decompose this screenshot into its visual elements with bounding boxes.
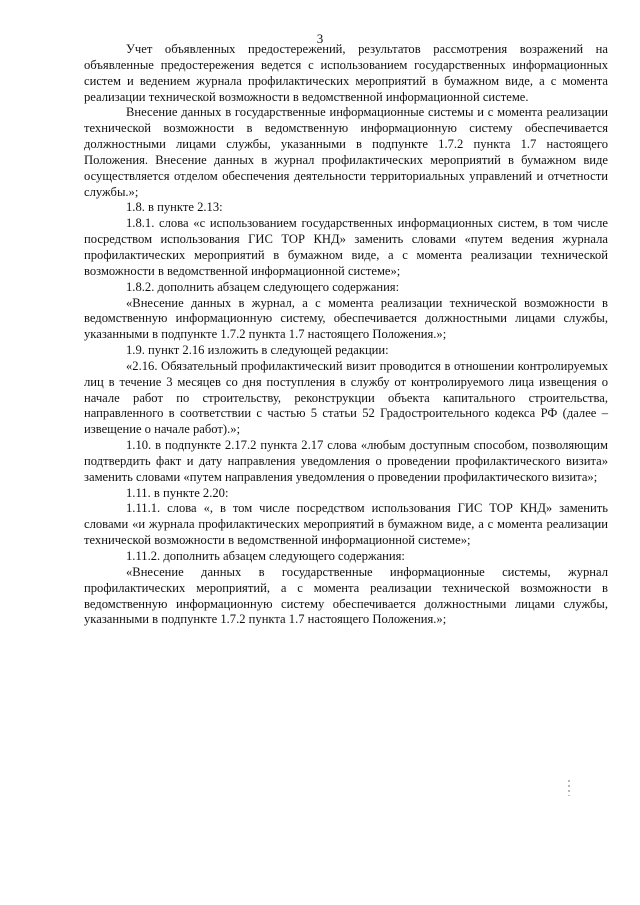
paragraph: 1.9. пункт 2.16 изложить в следующей редакции:: [126, 343, 389, 358]
paragraph: Внесение данных в государственные информационные системы и с момента реализации технической возможности в ведомственную информационную систему обеспечивается должностными лицами службы, указанными в подпункте 1.7.2 пункта 1.7 настоящего Положения. Внесение данных в журнал профилактических мероприятий в бумажном виде осуществляется отделом обеспечения деятельности территориальных управлений и отчетности службы.»;: [84, 105, 608, 199]
paragraph: 1.8.1. слова «с использованием государственных информационных систем, в том числе посредством использования ГИС ТОР КНД» заменить словами «путем ведения журнала профилактических мероприятий в бумажном виде, а с момента реализации технической возможности в ведомственной информационной системе»;: [84, 216, 608, 278]
paragraph: 1.11.1. слова «, в том числе посредством использования ГИС ТОР КНД» заменить словами «и журнала профилактических мероприятий в бумажном виде, а с момента реализации технической возможности в ведомственной информационной системе»;: [84, 501, 608, 548]
paragraph: 1.10. в подпункте 2.17.2 пункта 2.17 слова «любым доступным способом, позволяющим подтвердить факт и дату направления уведомления о проведении профилактического визита» заменить словами «путем направления уведомления о проведении профилактического визита»;: [84, 438, 608, 484]
paragraph: 1.11. в пункте 2.20:: [126, 485, 229, 500]
page-number: 3: [316, 31, 324, 46]
paragraph: «Внесение данных в государственные информационные системы, журнал профилактических мероприятий, а с момента реализации технической возможности в ведомственную информационную систему обеспечивается должностными лицами службы, указанными в подпункте 1.7.2 пункта 1.7 настоящего Положения.»;: [84, 564, 608, 627]
paragraph: «2.16. Обязательный профилактический визит проводится в отношении контролируемых лиц в течение 3 месяцев со дня поступления в службу от контролируемого лица извещения о начале работ по строительству, реконструкции объекта капитального строительства, направленного в соответствии с частью 5 статьи 52 Градостроительного кодекса РФ (далее – извещение о начале работ).»;: [84, 358, 608, 437]
document-body: [84, 42, 608, 628]
paragraph: «Внесение данных в журнал, а с момента реализации технической возможности в ведомственную информационную систему, обеспечивается должностными лицами службы, указанными в подпункте 1.7.2 пункта 1.7 настоящего Положения.»;: [84, 295, 608, 342]
paragraph: 1.8. в пункте 2.13:: [126, 200, 223, 215]
paragraph: 1.11.2. дополнить абзацем следующего содержания:: [126, 549, 405, 563]
paragraph: 1.8.2. дополнить абзацем следующего содержания:: [126, 279, 400, 294]
scan-artifact: [568, 780, 570, 796]
paragraph: Учет объявленных предостережений, результатов рассмотрения возражений на объявленные предостережения ведется с использованием государственных информационных систем и ведением журнала профилактических мероприятий в бумажном виде, а с момента реализации технической возможности в ведомственной информационной системе.: [84, 42, 608, 104]
